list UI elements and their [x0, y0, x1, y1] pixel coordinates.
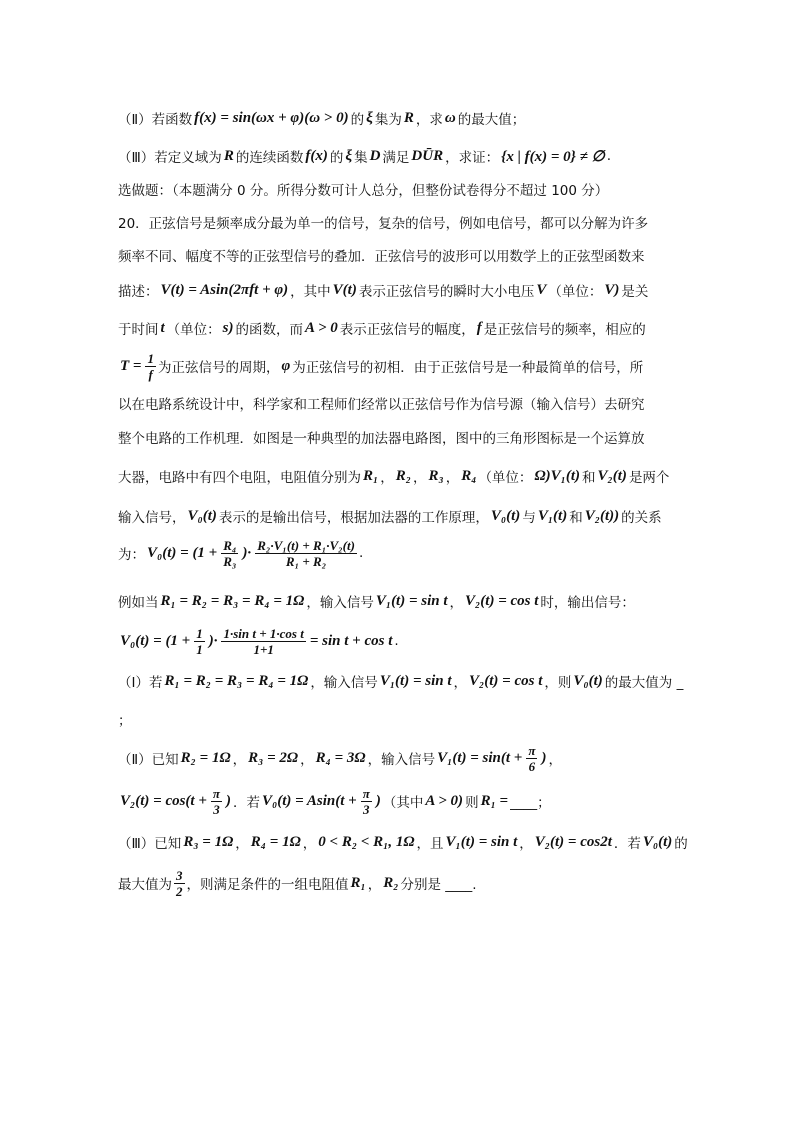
text-run: 表示正弦信号的瞬时大小电压 [358, 284, 535, 300]
text-run: ， [232, 752, 247, 768]
text-run: （单位： [166, 322, 221, 338]
math-expression: ) [226, 792, 232, 809]
math-expression: V₂(t) = cos2t [534, 833, 612, 850]
fraction-denominator: R₃ [223, 553, 237, 569]
math-expression: R₁ [350, 874, 366, 891]
text-run: 则 [465, 795, 479, 811]
text-run: 例如当 [118, 595, 159, 611]
fraction [194, 626, 205, 657]
math-expression: A > 0) [425, 792, 464, 809]
text-line [118, 709, 132, 729]
text-run: 输入信号， [118, 510, 186, 526]
text-run: ， [449, 595, 464, 611]
text-line [118, 867, 477, 899]
text-run: ， [302, 836, 317, 852]
text-run: （其中 [382, 795, 424, 811]
text-line [118, 350, 644, 382]
text-run: （单位： [548, 284, 603, 300]
text-run: ，输入信号 [306, 595, 374, 611]
text-run: 为正弦信号的初相．由于正弦信号是一种最简单的信号，所 [292, 360, 644, 376]
text-run: ．若 [613, 836, 641, 852]
math-expression: s) [222, 319, 234, 336]
text-run: ， [548, 752, 562, 768]
math-expression: R₁ = [480, 792, 509, 809]
math-expression: V₀(t) [187, 507, 217, 524]
fraction-denominator: 3 [213, 801, 220, 817]
text-line [118, 591, 635, 611]
math-expression: R₃ [428, 467, 444, 484]
text-run: 是两个 [628, 470, 670, 486]
math-expression: R₁ = R₂ = R₃ = R₄ = 1Ω [160, 592, 305, 609]
text-line [118, 466, 669, 486]
text-run: 表示的是输出信号，根据加法器的工作原理， [218, 510, 489, 526]
math-expression: ) [375, 792, 381, 809]
fraction-denominator: R₁ + R₂ [285, 553, 327, 569]
text-run: . [394, 633, 399, 649]
text-run: 集为 [374, 112, 402, 128]
math-expression: ) [541, 749, 547, 766]
math-expression: R₄ = 1Ω [250, 833, 301, 850]
math-expression: V₂(t)) [584, 507, 620, 524]
text-run: ， [412, 470, 427, 486]
text-run: 满足 [382, 150, 410, 166]
math-expression: R₁ = R₂ = R₃ = R₄ = 1Ω [164, 672, 309, 689]
text-run: 描述： [118, 284, 159, 300]
text-run: 时，输出信号： [540, 595, 635, 611]
text-line [118, 625, 399, 657]
text-run: 选做题：（本题满分 0 分。所得分数可计人总分，但整份试卷得分不超过 100 分） [118, 183, 609, 199]
text-run: ， [235, 836, 249, 852]
text-run: . [606, 148, 611, 164]
text-run: 整个电路的工作机理．如图是一种典型的加法器电路图，图中的三角形图标是一个运算放 [118, 431, 645, 447]
text-line [118, 671, 683, 691]
fraction-denominator: 6 [528, 758, 536, 774]
text-run: 最大值为 [118, 877, 172, 893]
math-expression: 0 < R₂ < R₁, 1Ω [318, 833, 415, 850]
text-run: ，则 [544, 675, 572, 691]
text-line [118, 280, 648, 300]
text-run: 是正弦信号的频率，相应的 [483, 322, 646, 338]
math-expression: R [223, 147, 234, 164]
math-expression: A > 0 [305, 319, 338, 336]
text-run: 分别是 ____. [400, 877, 477, 893]
text-run: ， [519, 836, 533, 852]
math-expression: V₁(t) = sin t [445, 833, 518, 850]
math-expression: t [160, 319, 165, 336]
math-expression: R₄ = 3Ω [315, 749, 366, 766]
math-expression: ξ [366, 109, 373, 126]
text-run: （Ⅲ）已知 [118, 836, 182, 852]
math-expression: V [536, 281, 547, 298]
math-expression: R₃ = 2Ω [248, 749, 299, 766]
text-line [118, 832, 688, 852]
math-expression: V₀(t) = (1 + [120, 632, 191, 649]
math-expression: T = [120, 357, 142, 374]
math-expression: V₂(t) [597, 467, 627, 484]
fraction [174, 868, 185, 899]
text-run: （Ⅲ）若定义域为 [118, 150, 222, 166]
math-expression: V(t) [332, 281, 357, 298]
fraction-numerator: π [362, 785, 370, 801]
fraction-numerator: π [212, 785, 221, 801]
math-expression: V₁(t) = sin t [379, 672, 452, 689]
text-run: 表示正弦信号的幅度， [339, 322, 475, 338]
text-line [118, 742, 562, 774]
text-run: （Ⅱ）若函数 [118, 112, 193, 128]
math-expression: )· [242, 544, 252, 561]
math-expression: R₂ [395, 467, 411, 484]
math-expression: f(x) [305, 147, 328, 164]
math-expression: V(t) = Asin(2πft + φ) [160, 281, 289, 298]
text-run: ，求 [415, 112, 443, 128]
math-expression: = sin t + cos t [309, 632, 393, 649]
text-run: 频率不同、幅度不等的正弦型信号的叠加．正弦信号的波形可以用数学上的正弦型函数来 [118, 249, 645, 265]
text-line [118, 537, 364, 569]
text-run: ， [380, 470, 394, 486]
text-line [118, 506, 662, 526]
fraction-denominator: f [148, 366, 153, 382]
text-line [118, 785, 551, 817]
text-run: ，输入信号 [367, 752, 436, 768]
fraction [361, 786, 372, 817]
fraction-numerator: 1·sin t + 1·cos t [223, 625, 304, 641]
math-expression: V₁(t) [537, 507, 568, 524]
text-run: ， [453, 675, 468, 691]
fraction-denominator: 2 [176, 883, 183, 899]
text-run: 为正弦信号的周期， [157, 360, 280, 376]
text-run: 的 [329, 150, 344, 166]
text-run: ， [445, 470, 460, 486]
math-expression: f(x) = sin(ωx + φ)(ω > 0) [194, 109, 349, 126]
text-run: 20．正弦信号是频率成分最为单一的信号，复杂的信号，例如电信号，都可以分解为许多 [118, 216, 649, 232]
text-run: ，输入信号 [310, 675, 378, 691]
math-expression: φ [281, 357, 291, 374]
math-expression: {x | f(x) = 0} ≠ ∅ [501, 148, 605, 165]
text-run: 以在电路系统设计中，科学家和工程师们经常以正弦信号作为信号源（输入信号）去研究 [118, 397, 645, 413]
fraction [221, 626, 305, 657]
math-expression: V₁(t) = sin t [375, 592, 448, 609]
fraction [221, 538, 238, 569]
text-run: 是关 [621, 284, 649, 300]
fraction [526, 743, 537, 774]
text-run: （Ⅱ）已知 [118, 752, 179, 768]
text-run: ，且 [416, 836, 444, 852]
fraction-numerator: π [528, 742, 536, 758]
text-run: 的最大值为 _ [604, 675, 684, 691]
text-run: 与 [522, 510, 536, 526]
text-run: 的连续函数 [235, 150, 304, 166]
math-expression: V₂(t) = cos(t + [120, 792, 207, 809]
text-run: 的 [350, 112, 365, 128]
fraction-numerator: 1 [147, 350, 154, 366]
text-run: ， [367, 877, 382, 893]
text-line [118, 146, 611, 166]
math-expression: R₂ = 1Ω [180, 749, 231, 766]
math-expression: V) [604, 281, 620, 298]
fraction-numerator: 3 [176, 867, 183, 883]
math-expression: V₀(t) [490, 507, 521, 524]
fraction-numerator: R₄ [223, 537, 237, 553]
text-run: （单位： [478, 470, 533, 486]
math-expression: f [476, 319, 482, 336]
math-expression: V₂(t) = cos t [465, 592, 539, 609]
text-run: 大器，电路中有四个电阻，电阻值分别为 [118, 470, 361, 486]
text-run: 于时间 [118, 322, 159, 338]
math-expression: R₄ [461, 467, 477, 484]
fraction-denominator: 3 [363, 801, 370, 817]
math-expression: V₀(t) = Asin(t + [262, 792, 357, 809]
text-run: ， [300, 752, 314, 768]
text-run: 和 [582, 470, 596, 486]
fraction [255, 538, 357, 569]
text-run: ，其中 [290, 284, 331, 300]
text-run: 的关系 [621, 510, 662, 526]
text-line [118, 393, 645, 413]
text-run: . [358, 545, 364, 561]
text-run: ，则满足条件的一组电阻值 [186, 877, 349, 893]
math-expression: DŪR [411, 147, 444, 164]
math-expression: R [403, 109, 414, 126]
math-expression: V₀(t) [573, 672, 603, 689]
text-run: ，求证： [445, 150, 500, 166]
math-expression: V₁(t) = sin(t + [437, 749, 523, 766]
text-run: 和 [569, 510, 583, 526]
fraction-numerator: 1 [196, 625, 203, 641]
text-run: 的 [674, 836, 688, 852]
math-expression: Ω)V₁(t) [534, 467, 581, 484]
fraction [145, 351, 156, 382]
fraction [211, 786, 222, 817]
text-run: 集 [354, 150, 368, 166]
math-expression: R₃ = 1Ω [183, 833, 234, 850]
fraction-denominator: 1 [196, 641, 203, 657]
text-run: 的函数，而 [235, 322, 304, 338]
math-expression: ω [444, 109, 456, 126]
text-line [118, 108, 525, 128]
text-run: 为： [118, 547, 145, 563]
text-run: ； [118, 713, 132, 729]
math-expression: V₂(t) = cos t [469, 672, 543, 689]
math-expression: )· [208, 632, 218, 649]
math-expression: V₀(t) [642, 833, 673, 850]
math-expression: R₂ [383, 874, 399, 891]
text-line [118, 427, 645, 447]
text-line [118, 179, 608, 199]
math-expression: ξ [345, 147, 353, 164]
math-expression: V₀(t) = (1 + [147, 544, 218, 561]
math-expression: R₁ [363, 467, 379, 484]
text-line [118, 318, 646, 338]
text-run: ．若 [233, 795, 261, 811]
math-expression: D [369, 147, 381, 164]
text-run: 的最大值； [457, 112, 526, 128]
text-line [118, 245, 645, 265]
fraction-numerator: R₂·V₁(t) + R₁·V₂(t) [257, 537, 355, 553]
fraction-denominator: 1+1 [253, 641, 274, 657]
text-run: ____； [510, 795, 551, 811]
text-run: （Ⅰ）若 [118, 675, 163, 691]
text-line [118, 212, 648, 232]
